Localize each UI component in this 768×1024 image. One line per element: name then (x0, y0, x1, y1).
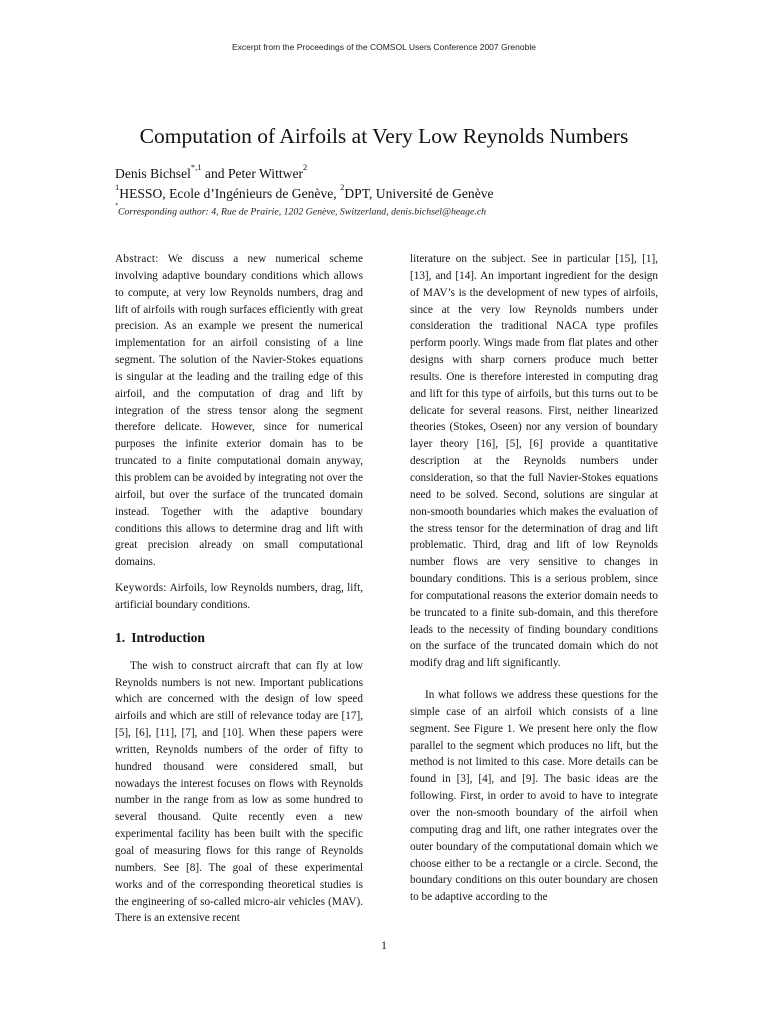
keywords-label: Keywords: (115, 582, 167, 595)
affiliation-line (115, 184, 675, 204)
author-block (115, 164, 675, 204)
author-superscript: *,1 (190, 162, 202, 173)
section-title: Introduction (131, 629, 205, 645)
author-name: Denis Bichsel (115, 166, 191, 181)
left-column (115, 251, 363, 927)
author-line (115, 164, 675, 184)
body-paragraph: In what follows we address these questions for the simple case of an airfoil which consists of a line segment. See Figure 1. We present here only the flow parallel to the segment which produces no lift, but the method is not limited to this case. More details can be found in [3], [4], and [9]. The basic ideas are the following. First, in order to avoid to have to integrate over the non-smooth boundary of the airfoil when computing drag and lift, one rather integrates over the outer boundary of the computational domain which we choose either to be a rectangle or a circle. Second, the boundary conditions on this outer boundary are chosen to be adaptive according to the (410, 689, 658, 904)
section-number: 1. (115, 629, 126, 645)
body-paragraph: The wish to construct aircraft that can fly at low Reynolds numbers is not new. Important publications which are concerned with the design of low speed airfoils and which are still of relevance today are [17], [5], [6], [11], [7], and [10]. When these papers were written, Reynolds numbers of the order of fifty to hundred thousand were considered small, but nowadays the interest focuses on flows with Reynolds number in the range from as low as some hundred to several thousand. Quite recently even a new experimental facility has been built with the specific goal of measuring flows for this range of Reynolds numbers. See [8]. The goal of these experimental works and of the corresponding theoretical studies is the engineering of so-called micro-air vehicles (MAV). There is an extensive recent (115, 659, 363, 925)
corresponding-author-note (115, 203, 675, 218)
corresponding-superscript: * (115, 203, 118, 209)
author-connector: and Peter Wittwer (201, 166, 304, 181)
author-superscript: 2 (303, 162, 308, 173)
affiliation-superscript: 1 (115, 182, 120, 193)
corresponding-text: Corresponding author: 4, Rue de Prairie, 1202 Genève, Switzerland, denis.bichsel@heage.ch (118, 206, 487, 218)
proceedings-header: Excerpt from the Proceedings of the COMSOL Users Conference 2007 Grenoble (232, 42, 536, 52)
page-number: 1 (381, 940, 387, 952)
keywords-paragraph (115, 580, 363, 614)
affiliation-text: DPT, Université de Genève (344, 186, 494, 201)
abstract-paragraph (115, 251, 363, 571)
affiliation-text: HESSO, Ecole d’Ingénieurs de Genève, (119, 186, 341, 201)
paper-title: Computation of Airfoils at Very Low Reynolds Numbers (139, 124, 629, 148)
section-heading (115, 629, 363, 647)
right-column (410, 251, 658, 906)
affiliation-superscript: 2 (340, 182, 345, 193)
body-paragraph: literature on the subject. See in particular [15], [1], [13], and [14]. An important ingredient for the design of MAV’s is the development of new types of airfoils, since at the very low Reynolds numbers under consideration the traditional NACA type profiles perform poorly. Wings made from flat plates and other designs with sharp corners produce much better results. One is therefore interested in computing drag and lift for this type of airfoils, but this turns out to be delicate for several reasons. First, neither linearized theories (Stokes, Oseen) nor any version of boundary layer theory [16], [5], [6] provide a quantitative description at the Reynolds numbers under consideration, so that the full Navier-Stokes equations need to be solved. Second, solutions are singular at non-smooth boundaries which makes the evaluation of the stress tensor for the determination of drag and lift problematic. Third, drag and lift of low Reynolds number flows are very sensitive to changes in boundary conditions. This is a serious problem, since for computational reasons the exterior domain needs to be truncated to a finite sub-domain, and this therefore leads to the necessity of finding boundary conditions on the surface of the truncated domain which do not modify drag and lift significantly. (410, 253, 658, 670)
abstract-label: Abstract: (115, 253, 159, 265)
abstract-text: We discuss a new numerical scheme involving adaptive boundary conditions which allows to compute, at very low Reynolds numbers, drag and lift of airfoils with rough surfaces efficiently with great precision. As an example we present the numerical implementation for an airfoil consisting of a line segment. The solution of the Navier-Stokes equations is singular at the leading and the trailing edge of this airfoil, and the computation of drag and lift by integration of the stress tensor along the segment therefore delicate. However, since for numerical purposes the infinite exterior domain has to be truncated to a finite computational domain anyway, this problem can be avoided by integrating not over the airfoil, but over the surface of the truncated domain instead. Together with the adaptive boundary conditions this allows to determine drag and lift with great precision already on small computational domains. (115, 253, 363, 569)
keywords-text: Airfoils, low Reynolds numbers, drag, lift, artificial boundary conditions. (115, 582, 363, 611)
